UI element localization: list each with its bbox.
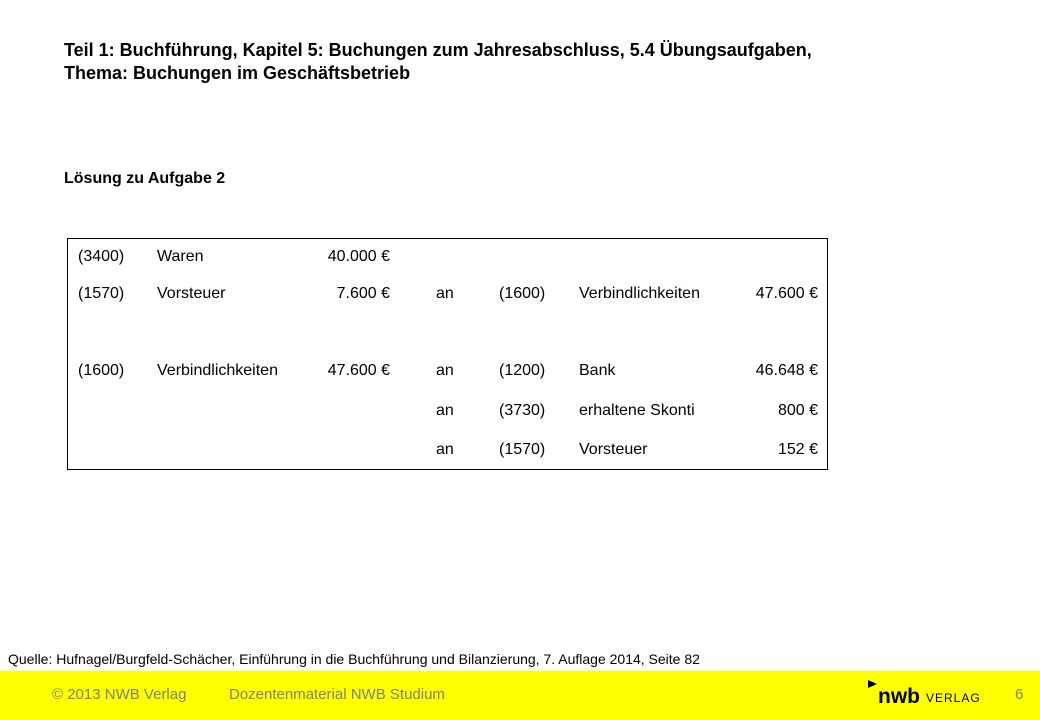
- credit-account-code: (1200): [499, 362, 546, 379]
- credit-account-code: (1570): [499, 441, 546, 458]
- logo-verlag-text: VERLAG: [926, 691, 981, 705]
- page-number: 6: [1015, 686, 1024, 703]
- an-connector: an: [436, 285, 454, 302]
- logo-brand-text: nwb: [878, 685, 920, 708]
- credit-account-code: (3730): [499, 402, 546, 419]
- debit-account-code: (1600): [78, 362, 125, 379]
- footer-copyright: © 2013 NWB Verlag: [52, 686, 187, 703]
- debit-account-name: Verbindlichkeiten: [157, 362, 278, 379]
- booking-table: [67, 238, 828, 470]
- debit-account-name: Vorsteuer: [157, 285, 226, 302]
- footer-bar: [0, 671, 1040, 720]
- debit-amount: 47.600 €: [327, 362, 390, 379]
- source-citation: Quelle: Hufnagel/Burgfeld-Schächer, Einführung in die Buchführung und Bilanzierung, 7. Auflage 2014, Seite 82: [8, 651, 700, 667]
- debit-amount: 40.000 €: [327, 248, 390, 265]
- credit-account-name: Verbindlichkeiten: [579, 285, 700, 302]
- footer-material: Dozentenmaterial NWB Studium: [229, 686, 445, 703]
- credit-account-name: Vorsteuer: [579, 441, 648, 458]
- an-connector: an: [436, 441, 454, 458]
- solution-heading: Lösung zu Aufgabe 2: [64, 170, 226, 187]
- an-connector: an: [436, 402, 454, 419]
- an-connector: an: [436, 362, 454, 379]
- debit-account-code: (1570): [78, 285, 125, 302]
- nwb-logo: [868, 678, 981, 712]
- debit-amount: 7.600 €: [336, 285, 390, 302]
- credit-amount: 46.648 €: [755, 362, 818, 379]
- title-line-2: Thema: Buchungen im Geschäftsbetrieb: [64, 63, 411, 83]
- credit-amount: 152 €: [777, 441, 818, 458]
- debit-account-code: (3400): [78, 248, 125, 265]
- title-line-1: Teil 1: Buchführung, Kapitel 5: Buchungen zum Jahresabschluss, 5.4 Übungsaufgaben,: [64, 40, 812, 60]
- credit-account-name: Bank: [579, 362, 616, 379]
- credit-amount: 47.600 €: [755, 285, 818, 302]
- credit-account-name: erhaltene Skonti: [579, 402, 695, 419]
- slide-title: [64, 39, 1004, 85]
- credit-amount: 800 €: [777, 402, 818, 419]
- debit-account-name: Waren: [157, 248, 204, 265]
- credit-account-code: (1600): [499, 285, 546, 302]
